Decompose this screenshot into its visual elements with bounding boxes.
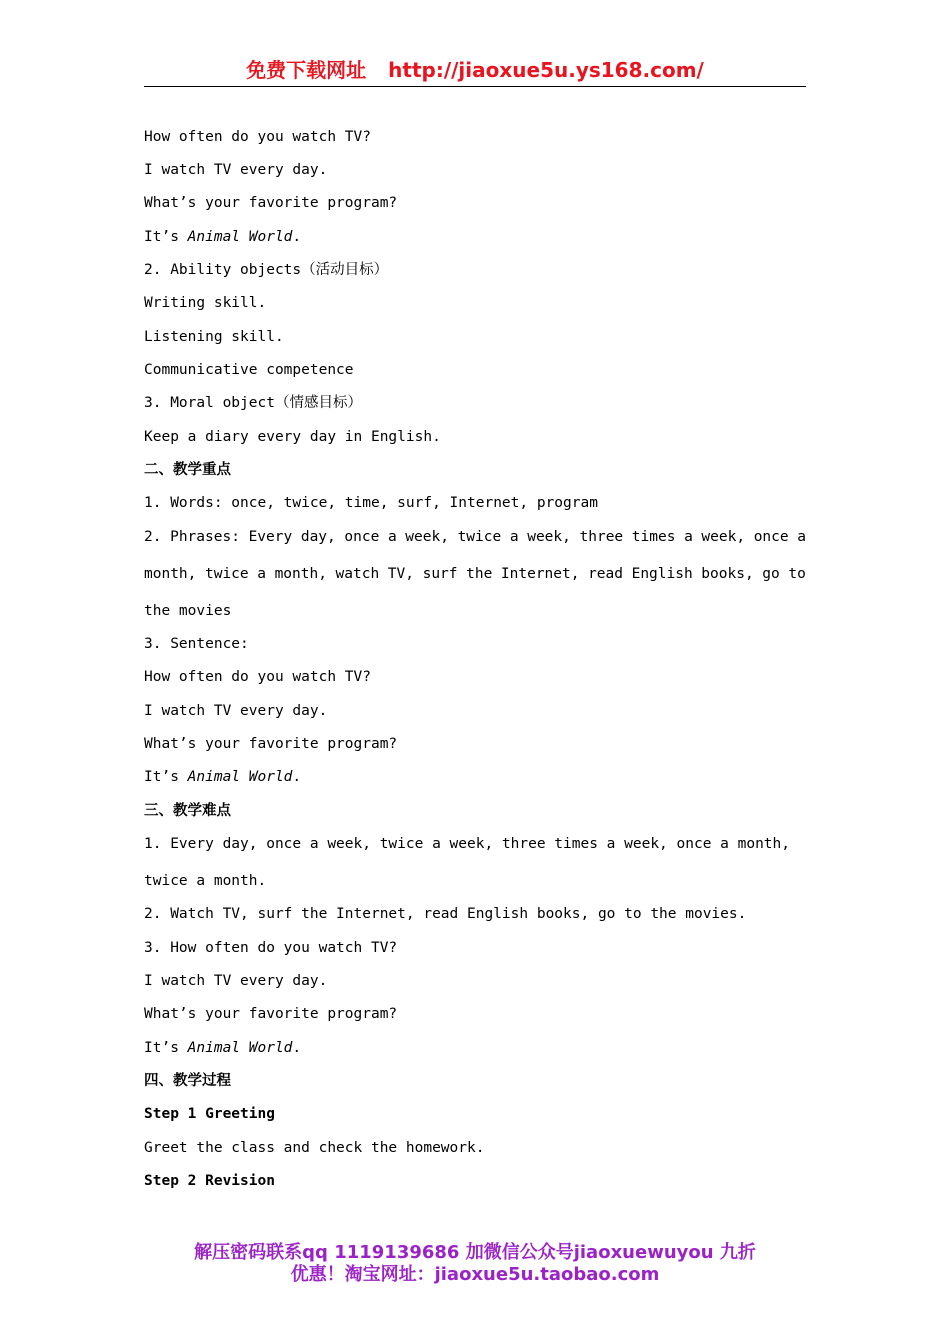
text-line: Greet the class and check the homework. — [144, 1140, 485, 1156]
text-line: How often do you watch TV? — [144, 129, 371, 145]
text-line: 3. How often do you watch TV? — [144, 940, 398, 956]
word: a — [257, 566, 266, 582]
program-title: Animal World — [187, 769, 293, 785]
text-fragment: It’s — [144, 1040, 188, 1056]
text-fragment: . — [292, 229, 302, 245]
text-line — [144, 767, 301, 787]
text-line: What’s your favorite program? — [144, 195, 398, 211]
text-line: How often do you watch TV? — [144, 669, 371, 685]
word: to — [788, 566, 806, 582]
text-line: 1. Words: once, twice, time, surf, Internet, program — [144, 495, 598, 511]
word: read — [588, 566, 623, 582]
word: 2. — [144, 529, 162, 545]
text-line: Communicative competence — [144, 362, 354, 378]
text-line: Writing skill. — [144, 295, 267, 311]
word: TV, — [387, 566, 414, 582]
text-line-justified — [144, 564, 806, 584]
text-line-justified — [144, 527, 806, 547]
word: week, — [405, 529, 449, 545]
text-line: Listening skill. — [144, 329, 284, 345]
word: English — [631, 566, 693, 582]
text-line: 3. Moral object（情感目标） — [144, 395, 362, 411]
text-line: I watch TV every day. — [144, 703, 328, 719]
text-fragment: It’s — [144, 229, 188, 245]
footer-contact-line: 解压密码联系qq 1119139686 加微信公众号jiaoxuewuyou 九折 — [194, 1242, 756, 1263]
text-line — [144, 1038, 301, 1058]
text-line: 1. Every day, once a week, twice a week, three times a week, once a month, — [144, 836, 791, 852]
text-fragment: . — [292, 1040, 302, 1056]
page-header — [144, 56, 806, 87]
section-heading: 三、教学难点 — [144, 803, 231, 819]
program-title: Animal World — [187, 1040, 293, 1056]
text-line: the movies — [144, 603, 232, 619]
word: month, — [144, 566, 197, 582]
text-line: twice a month. — [144, 873, 267, 889]
word: week, — [527, 529, 571, 545]
word: twice — [204, 566, 249, 582]
word: month, — [274, 566, 327, 582]
header-url-link[interactable]: http://jiaoxue5u.ys168.com/ — [388, 58, 704, 82]
footer-shop-line: 优惠！淘宝网址：jiaoxue5u.taobao.com — [290, 1264, 660, 1285]
text-line: 2. Ability objects（活动目标） — [144, 262, 389, 278]
text-fragment: . — [292, 769, 302, 785]
word: a — [387, 529, 397, 545]
word: a — [509, 529, 519, 545]
section-heading: 二、教学重点 — [144, 462, 231, 478]
word: times — [631, 529, 676, 545]
step-heading: Step 1 Greeting — [144, 1106, 275, 1122]
word: twice — [457, 529, 502, 545]
text-line: I watch TV every day. — [144, 973, 328, 989]
word: surf — [422, 566, 458, 582]
header-label: 免费下载网址 — [246, 58, 367, 82]
text-line: What’s your favorite program? — [144, 736, 398, 752]
word: watch — [335, 566, 380, 582]
word: go — [762, 566, 780, 582]
word: once — [344, 529, 380, 545]
word: Phrases: — [170, 529, 240, 545]
text-fragment: It’s — [144, 769, 188, 785]
text-line: 3. Sentence: — [144, 636, 249, 652]
text-line: I watch TV every day. — [144, 162, 328, 178]
word: once — [753, 529, 789, 545]
section-heading: 四、教学过程 — [144, 1073, 231, 1089]
text-line: 2. Watch TV, surf the Internet, read English books, go to the movies. — [144, 906, 747, 922]
word: week, — [701, 529, 746, 545]
program-title: Animal World — [187, 229, 293, 245]
word: a — [797, 529, 806, 545]
word: the — [466, 566, 493, 582]
word: a — [684, 529, 693, 545]
text-line — [144, 227, 301, 247]
word: books, — [701, 566, 754, 582]
word: day, — [300, 529, 336, 545]
word: Every — [248, 529, 293, 545]
text-line: Keep a diary every day in English. — [144, 429, 441, 445]
word: Internet, — [500, 566, 580, 582]
word: three — [579, 529, 624, 545]
step-heading: Step 2 Revision — [144, 1173, 275, 1189]
text-line: What’s your favorite program? — [144, 1006, 398, 1022]
